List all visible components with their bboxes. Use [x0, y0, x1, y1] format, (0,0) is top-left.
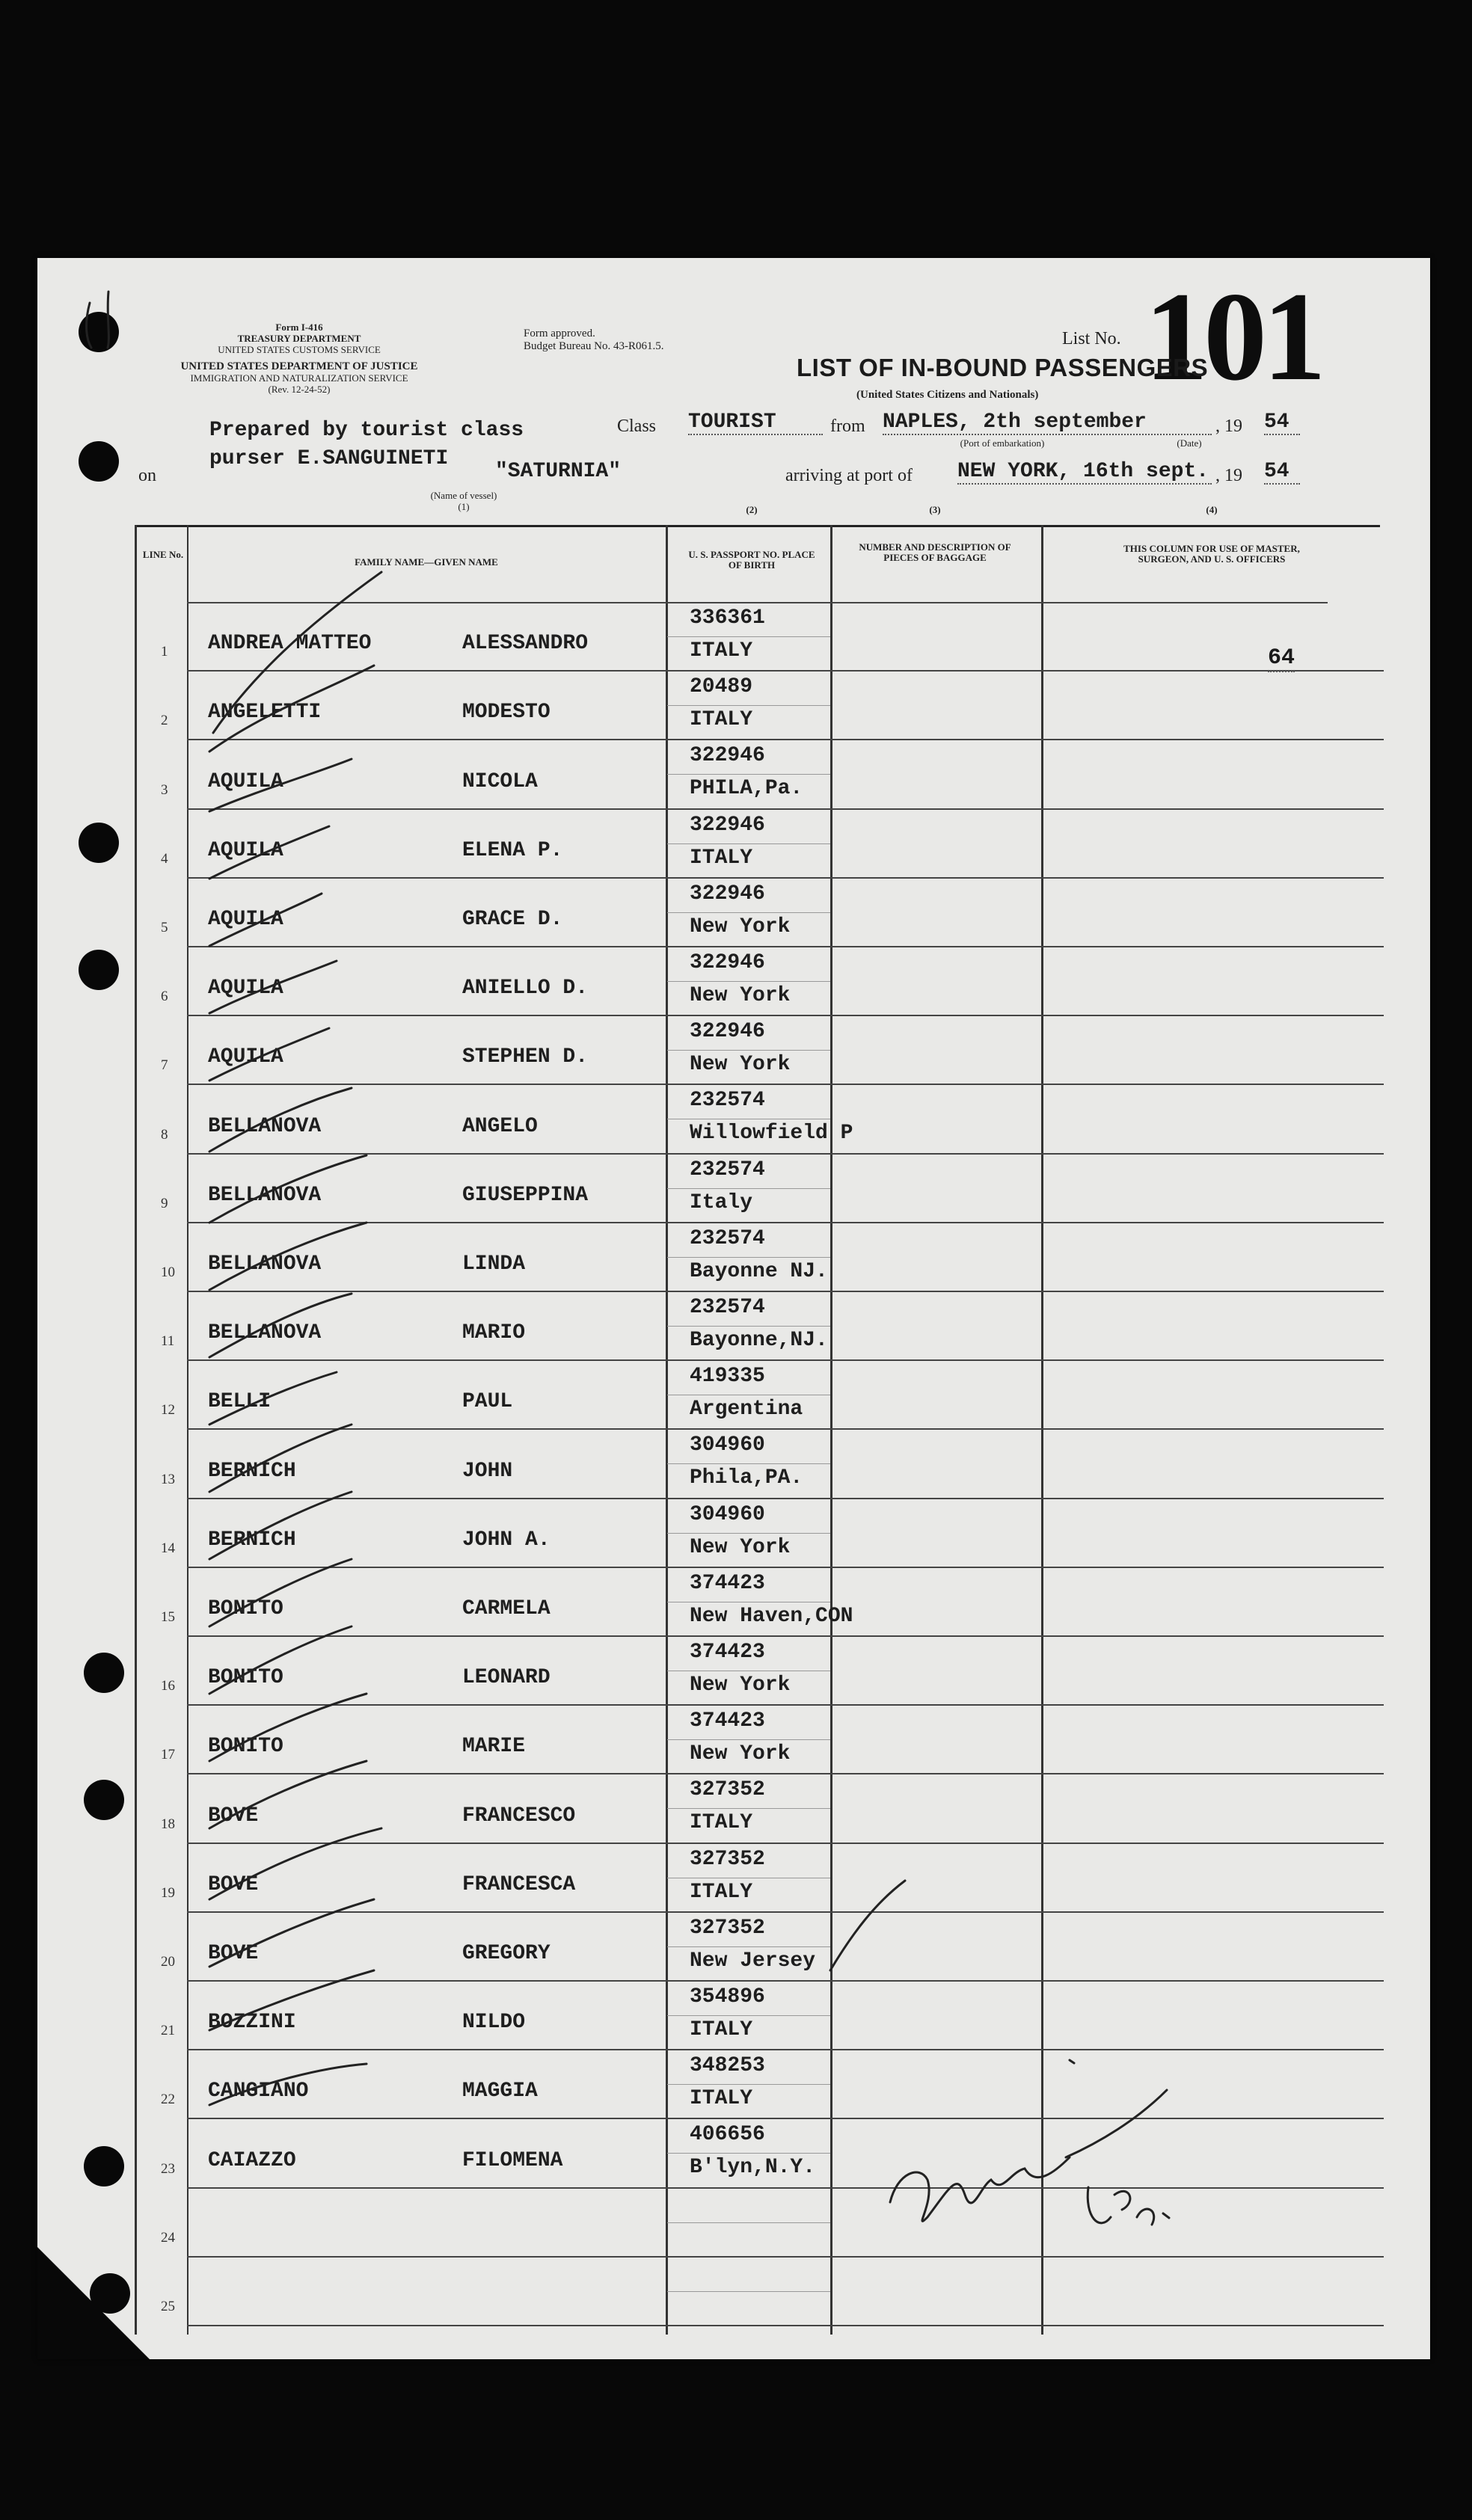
- passport-number: 374423: [690, 1641, 765, 1664]
- passport-number: 322946: [690, 744, 765, 768]
- passport-number: 374423: [690, 1571, 765, 1595]
- passport-number: 336361: [690, 606, 765, 630]
- line-number: 6: [161, 989, 168, 1005]
- place-of-birth: Argentina: [690, 1398, 803, 1422]
- manifest-page: [37, 258, 1430, 2359]
- place-of-birth: New York: [690, 915, 791, 938]
- line-number: 10: [161, 1264, 175, 1280]
- arriving-port-value: NEW YORK, 16th sept.: [957, 460, 1212, 485]
- family-name: BELLANOVA: [208, 1252, 322, 1276]
- line-number: 17: [161, 1747, 175, 1763]
- year-prefix: , 19: [1215, 417, 1242, 436]
- year-prefix-2: , 19: [1215, 466, 1242, 485]
- given-name: LINDA: [462, 1252, 526, 1276]
- line-number: 3: [161, 781, 168, 798]
- place-of-birth: ITALY: [690, 2087, 753, 2111]
- place-of-birth: ITALY: [690, 639, 753, 663]
- line-number: 11: [161, 1333, 175, 1350]
- line-number: 12: [161, 1402, 175, 1419]
- form-title: LIST OF IN-BOUND PASSENGERS: [797, 354, 1209, 381]
- given-name: MAGGIA: [462, 2080, 538, 2103]
- given-name: GREGORY: [462, 1941, 551, 1965]
- family-name: BOVE: [208, 1872, 259, 1896]
- class-label: Class: [617, 417, 657, 436]
- passport-number: 374423: [690, 1709, 765, 1733]
- given-name: GRACE D.: [462, 907, 563, 931]
- line-number: 25: [161, 2298, 175, 2314]
- family-name: AQUILA: [208, 907, 283, 931]
- place-of-birth: PHILA,Pa.: [690, 777, 803, 801]
- line-number: 14: [161, 1540, 175, 1556]
- given-name: ELENA P.: [462, 838, 563, 862]
- line-number: 22: [161, 2092, 175, 2108]
- place-of-birth: B'lyn,N.Y.: [690, 2156, 816, 2180]
- passport-number: 232574: [690, 1158, 765, 1181]
- family-name: AQUILA: [208, 977, 283, 1001]
- arriving-label: arriving at port of: [785, 466, 913, 485]
- passport-number: 327352: [690, 1916, 765, 1940]
- passport-number: 232574: [690, 1296, 765, 1319]
- family-name: BELLANOVA: [208, 1321, 322, 1345]
- customs-label: UNITED STATES CUSTOMS SERVICE: [218, 344, 381, 355]
- place-of-birth: New York: [690, 1535, 791, 1559]
- year-embark: 54: [1264, 411, 1300, 435]
- given-name: FILOMENA: [462, 2148, 563, 2172]
- line-number: 24: [161, 2229, 175, 2246]
- passport-number: 322946: [690, 951, 765, 974]
- line-number: 23: [161, 2160, 175, 2177]
- given-name: GIUSEPPINA: [462, 1183, 589, 1207]
- passport-number: 327352: [690, 1778, 765, 1802]
- line-number: 21: [161, 2023, 175, 2039]
- column-header-name: FAMILY NAME—GIVEN NAME: [355, 556, 498, 568]
- passport-number: 304960: [690, 1502, 765, 1526]
- given-name: MODESTO: [462, 701, 551, 725]
- count-annotation: 64: [1268, 645, 1295, 671]
- given-name: ANIELLO D.: [462, 977, 589, 1001]
- place-of-birth: New York: [690, 1053, 791, 1077]
- family-name: BELLANOVA: [208, 1114, 322, 1138]
- given-name: NICOLA: [462, 769, 538, 793]
- torn-corner: [37, 2247, 150, 2359]
- class-value: TOURIST: [688, 411, 823, 435]
- given-name: PAUL: [462, 1390, 513, 1414]
- form-approved-label: Form approved.: [524, 328, 595, 339]
- family-name: BELLI: [208, 1390, 272, 1414]
- place-of-birth: Bayonne NJ.: [690, 1259, 828, 1283]
- line-number: 7: [161, 1057, 168, 1074]
- column-header-baggage: NUMBER AND DESCRIPTION OF PIECES OF BAGGAGE: [859, 541, 1011, 563]
- family-name: BELLANOVA: [208, 1183, 322, 1207]
- line-number: 4: [161, 850, 168, 867]
- family-name: ANDREA MATTEO: [208, 632, 372, 656]
- given-name: JOHN: [462, 1459, 513, 1483]
- passport-number: 348253: [690, 2054, 765, 2078]
- column-header-officers: THIS COLUMN FOR USE OF MASTER, SURGEON, AND U. S. OFFICERS: [1123, 543, 1300, 565]
- place-of-birth: Phila,PA.: [690, 1466, 803, 1490]
- passport-number: 327352: [690, 1847, 765, 1871]
- line-number: 20: [161, 1953, 175, 1970]
- prepared-by-line2: purser E.SANGUINETI: [209, 447, 449, 470]
- list-no-label: List No.: [1062, 329, 1121, 348]
- prepared-by-line1: Prepared by tourist class: [209, 419, 524, 442]
- passport-number: 419335: [690, 1365, 765, 1389]
- line-number: 5: [161, 919, 168, 935]
- passport-number: 304960: [690, 1433, 765, 1457]
- line-number: 15: [161, 1608, 175, 1625]
- passport-number: 322946: [690, 813, 765, 837]
- given-name: MARIE: [462, 1735, 526, 1759]
- line-number: 9: [161, 1195, 168, 1211]
- place-of-birth: New York: [690, 1742, 791, 1766]
- column-number-passport: (2): [746, 504, 758, 515]
- port-embarkation-label: (Port of embarkation): [960, 437, 1045, 449]
- line-number: 8: [161, 1126, 168, 1143]
- given-name: MARIO: [462, 1321, 526, 1345]
- handwritten-marks: [37, 258, 1430, 2359]
- family-name: BOVE: [208, 1941, 259, 1965]
- family-name: BONITO: [208, 1596, 283, 1620]
- vessel-name: "SATURNIA": [495, 460, 622, 483]
- place-of-birth: Willowfield P: [690, 1122, 853, 1146]
- place-of-birth: ITALY: [690, 1811, 753, 1835]
- passport-number: 322946: [690, 1020, 765, 1044]
- budget-bureau-label: Budget Bureau No. 43-R061.5.: [524, 340, 664, 352]
- given-name: ANGELO: [462, 1114, 538, 1138]
- on-label: on: [138, 466, 156, 485]
- given-name: STEPHEN D.: [462, 1045, 589, 1069]
- treasury-label: TREASURY DEPARTMENT: [237, 333, 361, 344]
- line-number: 16: [161, 1678, 175, 1694]
- line-number: 13: [161, 1471, 175, 1487]
- place-of-birth: ITALY: [690, 1880, 753, 1904]
- ins-label: IMMIGRATION AND NATURALIZATION SERVICE: [190, 372, 408, 384]
- given-name: FRANCESCA: [462, 1872, 576, 1896]
- embarkation-value: NAPLES, 2th september: [883, 411, 1212, 435]
- column-number-baggage: (3): [929, 504, 941, 515]
- family-name: AQUILA: [208, 769, 283, 793]
- family-name: BOZZINI: [208, 2011, 296, 2035]
- place-of-birth: ITALY: [690, 708, 753, 732]
- family-name: BERNICH: [208, 1459, 296, 1483]
- given-name: CARMELA: [462, 1596, 551, 1620]
- line-number: 1: [161, 644, 168, 660]
- passport-number: 20489: [690, 675, 753, 699]
- date-label: (Date): [1177, 437, 1202, 449]
- family-name: BERNICH: [208, 1528, 296, 1552]
- family-name: BONITO: [208, 1666, 283, 1690]
- place-of-birth: Italy: [690, 1190, 753, 1214]
- form-number: Form I-416: [275, 322, 323, 333]
- family-name: BONITO: [208, 1735, 283, 1759]
- column-header-passport: U. S. PASSPORT NO. PLACE OF BIRTH: [688, 549, 815, 571]
- family-name: AQUILA: [208, 838, 283, 862]
- family-name: CANGIANO: [208, 2080, 309, 2103]
- place-of-birth: New Haven,CON: [690, 1604, 853, 1628]
- line-number: 2: [161, 713, 168, 729]
- justice-label: UNITED STATES DEPARTMENT OF JUSTICE: [180, 360, 418, 372]
- place-of-birth: ITALY: [690, 846, 753, 870]
- from-label: from: [830, 417, 865, 436]
- list-number: 101: [1144, 266, 1322, 407]
- revision-label: (Rev. 12-24-52): [268, 384, 331, 395]
- place-of-birth: New Jersey: [690, 1949, 816, 1973]
- place-of-birth: Bayonne,NJ.: [690, 1329, 828, 1353]
- family-name: CAIAZZO: [208, 2148, 296, 2172]
- given-name: LEONARD: [462, 1666, 551, 1690]
- column-number-officers: (4): [1206, 504, 1218, 515]
- passport-number: 354896: [690, 1985, 765, 2009]
- column-header-line-no: LINE No.: [142, 549, 184, 560]
- vessel-name-label: (Name of vessel): [430, 490, 497, 501]
- vessel-column-number: (1): [458, 501, 470, 512]
- form-subtitle: (United States Citizens and Nationals): [856, 389, 1039, 401]
- passport-number: 406656: [690, 2123, 765, 2147]
- given-name: NILDO: [462, 2011, 526, 2035]
- passport-number: 232574: [690, 1226, 765, 1250]
- place-of-birth: ITALY: [690, 2018, 753, 2042]
- given-name: ALESSANDRO: [462, 632, 589, 656]
- year-arrival: 54: [1264, 460, 1300, 485]
- place-of-birth: New York: [690, 984, 791, 1008]
- given-name: JOHN A.: [462, 1528, 551, 1552]
- family-name: ANGELETTI: [208, 701, 322, 725]
- line-number: 18: [161, 1816, 175, 1832]
- passport-number: 232574: [690, 1089, 765, 1113]
- given-name: FRANCESCO: [462, 1804, 576, 1828]
- place-of-birth: New York: [690, 1674, 791, 1697]
- line-number: 19: [161, 1884, 175, 1901]
- family-name: AQUILA: [208, 1045, 283, 1069]
- passport-number: 322946: [690, 882, 765, 906]
- family-name: BOVE: [208, 1804, 259, 1828]
